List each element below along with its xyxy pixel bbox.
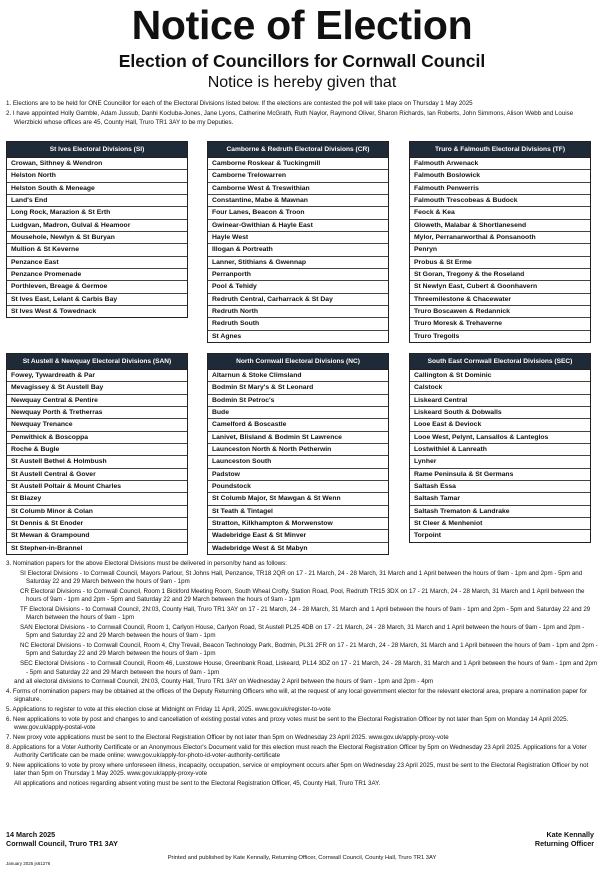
division-row: Rame Peninsula & St Germans <box>410 469 590 481</box>
division-row: St Columb Minor & Colan <box>7 506 187 518</box>
division-row: Torpoint <box>414 532 442 540</box>
division-row: Fowey, Tywardreath & Par <box>7 370 187 382</box>
division-row: Four Lanes, Beacon & Troon <box>208 207 388 219</box>
numbered-item-8: 8. Applications for a Voter Authority Certificate or an Anonymous Elector's Document valid for this election must reach the Electoral Registration Officer by 5pm on Wednesday 23 April 2025. Applications for a Voter Authority Certificate can be made online: www.gov.uk/apply-for-photo-id-voter-authority-certificate <box>6 743 587 760</box>
division-row: Mullion & St Keverne <box>7 244 187 256</box>
division-row: Camborne West & Treswithian <box>208 183 388 195</box>
division-row: Mousehole, Newlyn & St Buryan <box>7 232 187 244</box>
division-row: Falmouth Penwerris <box>410 183 590 195</box>
division-row: Liskeard South & Dobwalls <box>410 407 590 419</box>
print-code: January 2025 js61276 <box>6 861 51 866</box>
division-row: St Newlyn East, Cubert & Goonhavern <box>410 281 590 293</box>
table-rows <box>7 158 187 317</box>
division-row: Looe West, Pelynt, Lansallos & Lanteglos <box>410 432 590 444</box>
division-row: Bude <box>208 407 388 419</box>
division-row: Constantine, Mabe & Mawnan <box>208 195 388 207</box>
table-rows <box>7 370 187 554</box>
division-row: Penryn <box>410 244 590 256</box>
table-rows <box>208 158 388 342</box>
division-row: Callington & St Dominic <box>410 370 590 382</box>
division-row: Truro Moresk & Trehaverne <box>410 318 590 330</box>
table-heading: South East Cornwall Electoral Divisions (SEC) <box>410 354 590 370</box>
nomination-item-cr: CR Electoral Divisions - to Cornwall Council, Room 1 Bickford Meeting Room, South Wheal Crofty, Station Road, Pool, Redruth TR15 3DX on 17 - 21 March, 24 - 28 March, 31 March and 1 April between the hours of 9am - 1pm and 2pm - 5pm and Saturday 22 and 29 March between the hours of 9am - 1pm <box>20 587 585 604</box>
division-row: Mevagissey & St Austell Bay <box>7 382 187 394</box>
division-row: St Ives East, Lelant & Carbis Bay <box>7 294 187 306</box>
nomination-item-nc: NC Electoral Divisions - to Cornwall Council, Room 4, Chy Trevail, Beacon Technology Park, Bodmin, PL31 2FR on 17 - 21 March, 24 - 28 March, 31 March and 1 April between the hours of 9am - 1pm and 2pm - 5pm and Saturday 22 and 29 March between the hours of 9am - 1pm <box>20 642 598 658</box>
division-row: Long Rock, Marazion & St Erth <box>7 207 187 219</box>
division-row: St Teath & Tintagel <box>208 506 388 518</box>
division-row: Probus & St Erme <box>410 257 590 269</box>
division-row: Helston South & Meneage <box>7 183 187 195</box>
division-row: Ludgvan, Madron, Gulval & Heamoor <box>7 220 187 232</box>
numbered-item-4: 4. Forms of nomination papers may be obtained at the offices of the Deputy Returning Officers who will, at the request of any local government elector for the relevant electoral area, prepare a nomination paper for signature. <box>6 688 588 704</box>
table-north-cornwall <box>207 353 389 555</box>
division-row: Lynher <box>410 456 590 468</box>
division-row: Falmouth Arwenack <box>410 158 590 170</box>
division-row: Penzance East <box>7 257 187 269</box>
division-row: Stratton, Kilkhampton & Morwenstow <box>208 518 388 530</box>
division-row: Mylor, Perranarworthal & Ponsanooth <box>410 232 590 244</box>
division-row: Camelford & Boscastle <box>208 419 388 431</box>
division-row: Redruth Central, Carharrack & St Day <box>208 294 388 306</box>
division-row: Camborne Roskear & Tuckingmill <box>208 158 388 170</box>
division-row: St Austell Central & Gover <box>7 469 187 481</box>
division-row: St Goran, Tregony & the Roseland <box>410 269 590 281</box>
officer-name: Kate Kennally <box>546 830 594 839</box>
division-row: Porthleven, Breage & Germoe <box>7 281 187 293</box>
division-row: Penwithick & Boscoppa <box>7 432 187 444</box>
officer-title: Returning Officer <box>534 839 594 848</box>
table-heading: St Ives Electoral Divisions (SI) <box>7 142 187 158</box>
division-row: Newquay Porth & Tretherras <box>7 407 187 419</box>
final-note: All applications and notices regarding absent voting must be sent to the Electoral Registration Officer, 45, County Hall, Truro TR1 3AY. <box>14 780 381 788</box>
table-st-austell-newquay <box>6 353 188 555</box>
division-row: St Austell Poltair & Mount Charles <box>7 481 187 493</box>
division-row: Helston North <box>7 170 187 182</box>
table-rows <box>410 370 590 542</box>
division-row: Wadebridge East & St Minver <box>208 530 388 542</box>
notice-date: 14 March 2025 <box>6 830 56 839</box>
nomination-item-sec: SEC Electoral Divisions - to Cornwall Council, Room 46, Luxstowe House, Greenbank Road, Liskeard, PL14 3DZ on 17 - 21 March, 24 - 28 March, 31 March and 1 April between the hours of 9am - 1pm and 2pm - 5pm and Saturday 22 and 29 March between the hours of 9am - 1pm <box>20 660 598 676</box>
numbered-item-9: 9. New applications to vote by proxy where unforeseen illness, incapacity, occupation, service or employment occurs after 5pm on Wednesday 23 April 2025, must be sent to the Electoral Registration Officer by not later than 5pm on Thursday 1 May 2025. www.gov.uk/apply-proxy-vote <box>6 762 589 778</box>
division-row: St Blazey <box>7 493 187 505</box>
division-row: Lostwithiel & Lanreath <box>410 444 590 456</box>
page-title: Notice of Election <box>131 2 473 48</box>
division-row: Calstock <box>410 382 590 394</box>
division-row: Falmouth Trescobeas & Budock <box>410 195 590 207</box>
division-row: Lanivet, Blisland & Bodmin St Lawrence <box>208 432 388 444</box>
council-address: Cornwall Council, Truro TR1 3AY <box>6 839 118 848</box>
intro-paragraph-2: 2. I have appointed Holly Gamble, Adam Jussub, Danhi Kocluba-Jones, Jane Lyons, Catherine McGrath, Ruth Naylor, Raymond Oliver, Sharon Richards, Ian Roberts, John Simmons, Alison Webb and Louise Wierzbicki whose offices are 45, County Hall, Truro TR1 3AY to be my Deputies. <box>6 110 574 126</box>
division-row: Bodmin St Mary's & St Leonard <box>208 382 388 394</box>
nominations-closing: and all electoral divisions to Cornwall Council, 2N:03, County Hall, Truro TR1 3AY on Wednesday 2 April between the hours of 9am - 1pm and 2pm - 4pm <box>14 678 434 686</box>
table-st-ives <box>6 141 188 318</box>
printer-line: Printed and published by Kate Kennally, Returning Officer, Cornwall Council, County Hall, Truro TR1 3AY <box>167 855 437 861</box>
table-rows <box>410 158 590 342</box>
division-row: Falmouth Boslowick <box>410 170 590 182</box>
division-row: St Austell Bethel & Holmbush <box>7 456 187 468</box>
division-row: St Agnes <box>212 332 242 340</box>
notice-line: Notice is hereby given that <box>207 74 397 91</box>
table-heading: Truro & Falmouth Electoral Divisions (TF) <box>410 142 590 158</box>
division-row: St Mewan & Grampound <box>7 530 187 542</box>
division-row: Saltash Tamar <box>410 493 590 505</box>
division-row: St Columb Major, St Mawgan & St Wenn <box>208 493 388 505</box>
date-block <box>6 830 118 848</box>
division-row: St Ives West & Towednack <box>11 308 97 316</box>
numbered-item-6: 6. New applications to vote by post and changes to and cancellation of existing postal votes and proxy votes must be sent to the Electoral Registration Officer by not later than 5pm on Monday 14 April 2025. www.gov.uk/apply-postal-vote <box>6 716 569 732</box>
table-rows <box>208 370 388 554</box>
division-row: Lanner, Stithians & Gwennap <box>208 257 388 269</box>
division-row: Saltash Essa <box>410 481 590 493</box>
table-heading: St Austell & Newquay Electoral Divisions (SAN) <box>7 354 187 370</box>
division-row: Roche & Bugle <box>7 444 187 456</box>
division-row: Newquay Trenance <box>7 419 187 431</box>
division-row: Redruth South <box>208 318 388 330</box>
division-row: Gwinear-Gwithian & Hayle East <box>208 220 388 232</box>
nomination-item-si: SI Electoral Divisions - to Cornwall Council, Mayors Parlour, St Johns Hall, Penzance, TR18 2QR on 17 - 21 March, 24 - 28 March, 31 March and 1 April between the hours of 9am - 1pm and 2pm - 5pm and Saturday 22 and 29 March between the hours of 9am - 1pm <box>20 569 583 586</box>
table-south-east-cornwall <box>409 353 591 543</box>
division-row: Launceston North & North Petherwin <box>208 444 388 456</box>
division-row: Liskeard Central <box>410 395 590 407</box>
division-row: Perranporth <box>208 269 388 281</box>
division-row: St Dennis & St Enoder <box>7 518 187 530</box>
nominations-intro: 3. Nomination papers for the above Electoral Divisions must be delivered in person/by hand as follows: <box>6 560 287 567</box>
division-row: Crowan, Sithney & Wendron <box>7 158 187 170</box>
division-row: Looe East & Deviock <box>410 419 590 431</box>
division-row: Threemilestone & Chacewater <box>410 294 590 306</box>
division-row: Pool & Tehidy <box>208 281 388 293</box>
page-subtitle: Election of Councillors for Cornwall Council <box>118 51 486 71</box>
nomination-item-tf: TF Electoral Divisions - to Cornwall Council, 2N:03, County Hall, Truro TR1 3AY on 17 - 21 March, 24 - 28 March, 31 March and 1 April between the hours of 9am - 1pm and 2pm - 5pm and Saturday 22 and 29 March between the hours of 9am - 1pm <box>20 605 591 622</box>
division-row: Penzance Promenade <box>7 269 187 281</box>
division-row: Newquay Central & Pentire <box>7 395 187 407</box>
division-row: Camborne Trelowarren <box>208 170 388 182</box>
division-row: Poundstock <box>208 481 388 493</box>
officer-block <box>535 830 594 848</box>
nomination-item-san: SAN Electoral Divisions - to Cornwall Council, Room 1, Carlyon House, Carlyon Road, St Austell PL25 4DB on 17 - 21 March, 24 - 28 March, 31 March and 1 April between the hours of 9am - 1pm and 2pm - 5pm and Saturday 22 and 29 March between the hours of 9am - 1pm <box>20 624 585 640</box>
division-row: Hayle West <box>208 232 388 244</box>
division-row: Bodmin St Petroc's <box>208 395 388 407</box>
numbered-item-5: 5. Applications to register to vote at this election close at Midnight on Friday 11 April, 2025. www.gov.uk/register-to-vote <box>6 706 331 714</box>
division-row: Wadebridge West & St Mabyn <box>212 544 308 552</box>
division-row: Redruth North <box>208 306 388 318</box>
division-row: St Stephen-in-Brannel <box>11 544 83 552</box>
division-row: Land's End <box>7 195 187 207</box>
table-truro-falmouth <box>409 141 591 343</box>
nominations-section <box>6 560 598 790</box>
table-heading: North Cornwall Electoral Divisions (NC) <box>208 354 388 370</box>
numbered-item-7: 7. New proxy vote applications must be sent to the Electoral Registration Officer by not later than 5pm on Wednesday 23 April 2025. www.gov.uk/apply-proxy-vote <box>6 734 449 742</box>
division-row: Truro Boscawen & Redannick <box>410 306 590 318</box>
division-row: Gloweth, Malabar & Shortlanesend <box>410 220 590 232</box>
division-row: Feock & Kea <box>410 207 590 219</box>
division-row: Illogan & Portreath <box>208 244 388 256</box>
division-row: Padstow <box>208 469 388 481</box>
division-row: Truro Tregolls <box>414 332 460 340</box>
division-row: Saltash Trematon & Landrake <box>410 506 590 518</box>
division-row: Altarnun & Stoke Climsland <box>208 370 388 382</box>
division-row: Launceston South <box>208 456 388 468</box>
table-camborne-redruth <box>207 141 389 343</box>
intro-section <box>6 100 598 129</box>
division-row: St Cleer & Menheniot <box>410 518 590 530</box>
intro-paragraph-1: 1. Elections are to be held for ONE Councillor for each of the Electoral Divisions listed below. If the elections are contested the poll will take place on Thursday 1 May 2025 <box>6 100 473 107</box>
table-heading: Camborne & Redruth Electoral Divisions (CR) <box>208 142 388 158</box>
